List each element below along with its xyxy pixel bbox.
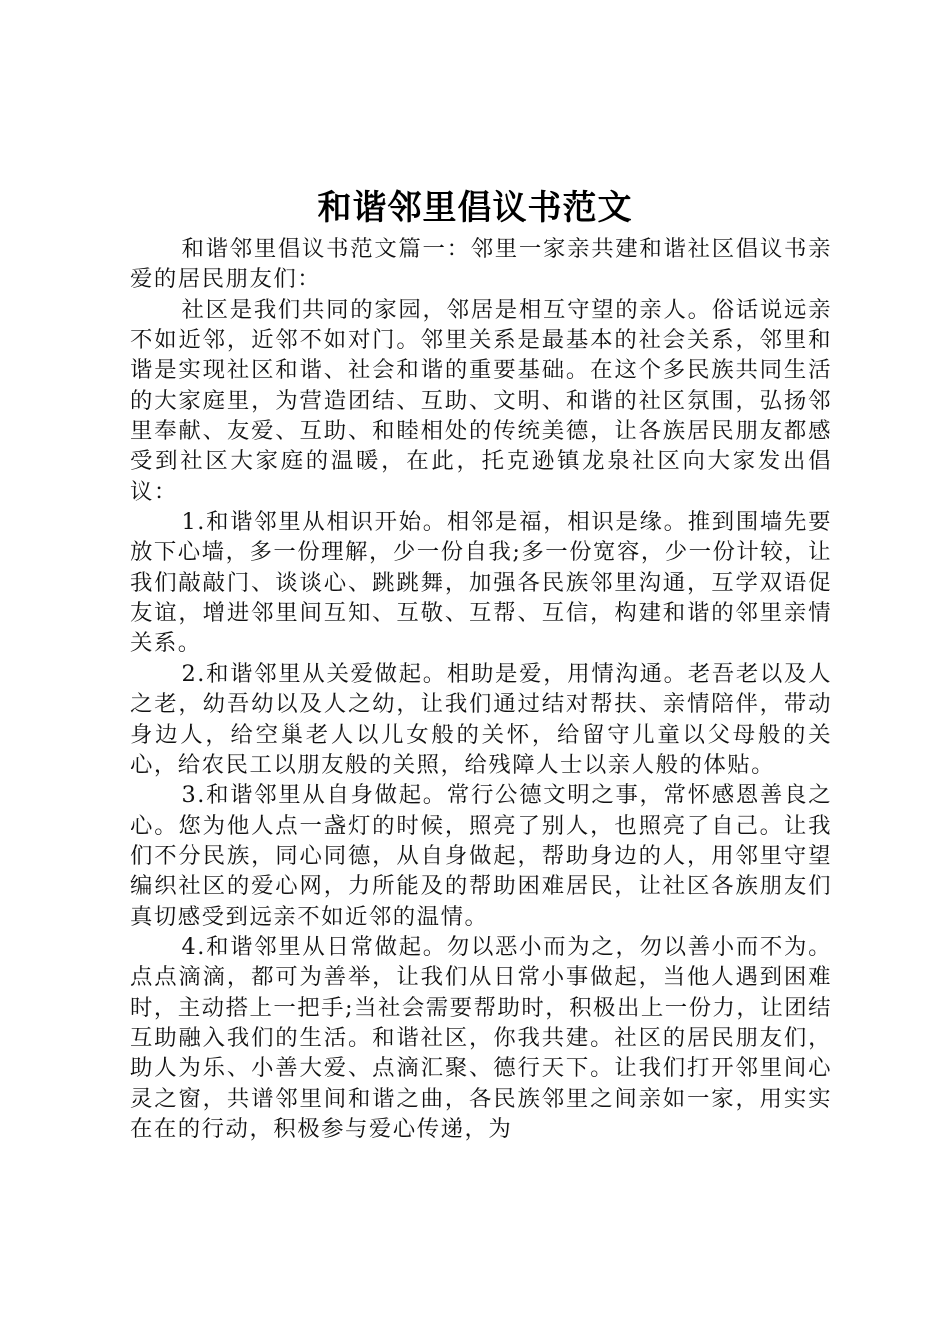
document-body [130,234,832,1144]
paragraph-item-2: 2.和谐邻里从关爱做起。相助是爱，用情沟通。老吾老以及人之老，幼吾幼以及人之幼，让我们通过结对帮扶、亲情陪伴，带动身边人，给空巢老人以儿女般的关怀，给留守儿童以父母般的关心，给农民工以朋友般的关照，给残障人士以亲人般的体贴。 [130,660,832,778]
paragraph-item-1: 1.和谐邻里从相识开始。相邻是福，相识是缘。推到围墙先要放下心墙，多一份理解，少一份自我;多一份宽容，少一份计较，让我们敲敲门、谈谈心、跳跳舞，加强各民族邻里沟通，互学双语促友谊，增进邻里间互知、互敬、互帮、互信，构建和谐的邻里亲情关系。 [130,509,832,657]
paragraph-item-4: 4.和谐邻里从日常做起。勿以恶小而为之，勿以善小而不为。点点滴滴，都可为善举，让我们从日常小事做起，当他人遇到困难时，主动搭上一把手;当社会需要帮助时，积极出上一份力，让团结互助融入我们的生活。和谐社区，你我共建。社区的居民朋友们，助人为乐、小善大爱、点滴汇聚、德行天下。让我们打开邻里间心灵之窗，共谱邻里间和谐之曲，各民族邻里之间亲如一家，用实实在在的行动，积极参与爱心传递，为 [130,933,832,1142]
document-title: 和谐邻里倡议书范文 [317,188,633,228]
paragraph-background: 社区是我们共同的家园，邻居是相互守望的亲人。俗话说远亲不如近邻，近邻不如对门。邻里关系是最基本的社会关系，邻里和谐是实现社区和谐、社会和谐的重要基础。在这个多民族共同生活的大家庭里，为营造团结、互助、文明、和谐的社区氛围，弘扬邻里奉献、友爱、互助、和睦相处的传统美德，让各族居民朋友都感受到社区大家庭的温暖，在此，托克逊镇龙泉社区向大家发出倡议： [130,296,832,505]
paragraph-intro: 和谐邻里倡议书范文篇一：邻里一家亲共建和谐社区倡议书亲爱的居民朋友们： [130,236,832,293]
paragraph-item-3: 3.和谐邻里从自身做起。常行公德文明之事，常怀感恩善良之心。您为他人点一盏灯的时候，照亮了别人，也照亮了自己。让我们不分民族，同心同德，从自身做起，帮助身边的人，用邻里守望编织社区的爱心网，力所能及的帮助困难居民，让社区各族朋友们真切感受到远亲不如近邻的温情。 [130,782,832,930]
